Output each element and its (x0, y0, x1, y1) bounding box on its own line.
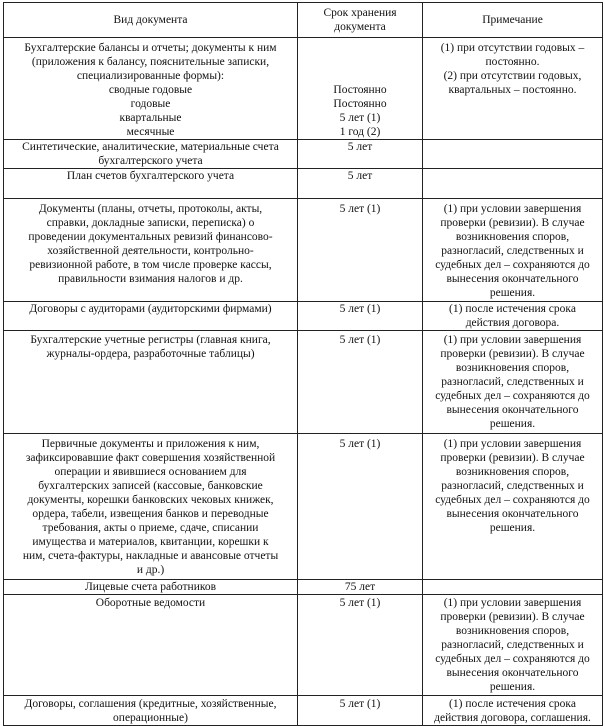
header-term-line: Срок хранения (323, 7, 397, 19)
note-text-line: (1) при условии завершения (443, 203, 582, 215)
doc-text-line: годовые (130, 98, 171, 110)
term-text-line: 5 лет (1) (339, 112, 381, 124)
term-text-line: 5 лет (1) (339, 597, 381, 609)
note-text-line: решения. (489, 681, 536, 693)
note-text-line: возникновения споров, (455, 362, 570, 374)
doc-type-cell (4, 434, 298, 580)
note-cell (423, 302, 603, 331)
note-text-line: постоянно. (485, 56, 540, 68)
note-text-line: решения. (489, 522, 536, 534)
term-text-line: Постоянно (333, 98, 387, 110)
note-cell (423, 38, 603, 140)
note-text-line: (2) при отсутствии годовых, (443, 70, 582, 82)
doc-text-line: (приложения к балансу, пояснительные записки, (31, 56, 270, 68)
note-text-line: разногласий, следственных и (441, 376, 584, 388)
note-text-line: (1) при условии завершения (443, 438, 582, 450)
doc-type-cell (4, 302, 298, 331)
note-cell (423, 169, 603, 199)
term-cell (298, 169, 423, 199)
term-cell (298, 595, 423, 696)
doc-type-cell (4, 140, 298, 169)
note-text-line: решения. (489, 287, 536, 299)
doc-text-line: бухгалтерских записей (кассовые, банковские (38, 480, 263, 492)
doc-text-line: бухгалтерского учета (98, 155, 203, 167)
note-text-line: (1) после истечения срока (449, 303, 576, 315)
doc-type-cell (4, 38, 298, 140)
table-row (4, 169, 603, 199)
term-text-line: 5 лет (1) (339, 698, 381, 710)
note-text-line: проверки (ревизии). В случае (440, 611, 585, 623)
note-cell (423, 580, 603, 595)
doc-text-line: проведении документальных ревизий финансово- (28, 231, 273, 243)
note-text-line: вынесения окончательного (446, 667, 579, 679)
note-cell (423, 696, 603, 726)
doc-text-line: имущества и материалов, квитанции, корешки к (32, 536, 269, 548)
note-text-line: действия договора, соглашения. (434, 712, 591, 724)
doc-text-line: и др.) (136, 564, 165, 576)
doc-text-line: План счетов бухгалтерского учета (66, 170, 235, 182)
note-text-line: судебных дел – сохраняются до (435, 494, 590, 506)
term-text-line: 5 лет (1) (339, 203, 381, 215)
note-cell (423, 199, 603, 302)
note-text-line: возникновения споров, (455, 231, 570, 243)
doc-text-line: ним, счета-фактуры, накладные и авансовые отчеты (22, 550, 279, 562)
term-cell (298, 38, 423, 140)
doc-text-line: ордера, табели, извещения банков и переводные (32, 508, 269, 520)
note-text-line: (1) при условии завершения (443, 597, 582, 609)
doc-type-cell (4, 331, 298, 434)
note-text-line: вынесения окончательного (446, 273, 579, 285)
term-cell (298, 696, 423, 726)
doc-text-line: месячные (126, 126, 175, 138)
header-term (298, 3, 423, 38)
doc-text-line: ревизионной работе, в том числе проверке кассы, (29, 259, 272, 271)
term-text-line: 1 год (2) (339, 126, 381, 138)
table-row (4, 434, 603, 580)
note-text-line: судебных дел – сохраняются до (435, 390, 590, 402)
doc-text-line: правильности взимания налогов и др. (58, 273, 243, 285)
doc-type-cell (4, 199, 298, 302)
note-text-line: решения. (489, 418, 536, 430)
term-text-line: Постоянно (333, 84, 387, 96)
doc-text-line: Оборотные ведомости (95, 597, 206, 609)
note-text-line: (1) при условии завершения (443, 334, 582, 346)
note-text-line: судебных дел – сохраняются до (435, 653, 590, 665)
document-retention-table (3, 2, 603, 726)
note-text-line: квартальных – постоянно. (448, 84, 577, 96)
note-text-line: разногласий, следственных и (441, 480, 584, 492)
doc-text-line: Синтетические, аналитические, материальные счета (22, 141, 279, 153)
doc-text-line: Первичные документы и приложения к ним, (41, 438, 260, 450)
table-row (4, 595, 603, 696)
term-cell (298, 199, 423, 302)
note-text-line: действия договора. (465, 317, 560, 329)
table-row (4, 331, 603, 434)
table-row (4, 199, 603, 302)
header-note-label: Примечание (482, 14, 543, 26)
doc-text-line: зафиксировавшие факт совершения хозяйственной (25, 452, 276, 464)
doc-text-line: операции и явившиеся основанием для (54, 466, 247, 478)
term-cell (298, 140, 423, 169)
note-cell (423, 595, 603, 696)
doc-text-line: журналы-ордера, разработочные таблицы) (46, 348, 255, 360)
header-row (4, 3, 603, 38)
doc-text-line: хозяйственной деятельности, контрольно- (47, 245, 254, 257)
doc-text-line: Лицевые счета работников (84, 581, 217, 593)
note-text-line: вынесения окончательного (446, 404, 579, 416)
doc-type-cell (4, 580, 298, 595)
note-text-line: возникновения споров, (455, 466, 570, 478)
doc-type-cell (4, 595, 298, 696)
term-cell (298, 580, 423, 595)
doc-text-line: специализированные формы): (76, 70, 225, 82)
doc-text-line: квартальные (119, 112, 182, 124)
doc-text-line: Договоры, соглашения (кредитные, хозяйственные, (24, 698, 277, 710)
note-text-line: судебных дел – сохраняются до (435, 259, 590, 271)
table-row (4, 696, 603, 726)
note-text-line: вынесения окончательного (446, 508, 579, 520)
doc-text-line: Бухгалтерские балансы и отчеты; документы к ним (24, 42, 277, 54)
term-cell (298, 434, 423, 580)
term-text-line: 5 лет (1) (339, 303, 381, 315)
note-text-line: разногласий, следственных и (441, 245, 584, 257)
header-term-line: документа (334, 21, 386, 33)
note-text-line: возникновения споров, (455, 625, 570, 637)
note-text-line: разногласий, следственных и (441, 639, 584, 651)
doc-text-line: Бухгалтерские учетные регистры (главная книга, (30, 334, 271, 346)
doc-text-line: Договоры с аудиторами (аудиторскими фирмами) (29, 303, 272, 315)
term-text-line: 5 лет (347, 141, 373, 153)
note-cell (423, 434, 603, 580)
table-row (4, 580, 603, 595)
term-text-line: 5 лет (1) (339, 438, 381, 450)
note-text-line: (1) после истечения срока (449, 698, 576, 710)
term-text-line: 75 лет (344, 581, 376, 593)
doc-text-line: операционные) (113, 712, 188, 724)
doc-type-cell (4, 696, 298, 726)
doc-type-cell (4, 169, 298, 199)
header-doc-type (4, 3, 298, 38)
doc-text-line: требования, акты о приеме, сдаче, списании (42, 522, 259, 534)
doc-text-line: Документы (планы, отчеты, протоколы, акты, (38, 203, 263, 215)
note-text-line: проверки (ревизии). В случае (440, 452, 585, 464)
note-cell (423, 140, 603, 169)
table-row (4, 302, 603, 331)
header-note (423, 3, 603, 38)
term-text-line: 5 лет (1) (339, 334, 381, 346)
doc-text-line: сводные годовые (108, 84, 193, 96)
note-text-line: проверки (ревизии). В случае (440, 348, 585, 360)
doc-text-line: справки, докладные записки, переписка) о (46, 217, 255, 229)
note-text-line: проверки (ревизии). В случае (440, 217, 585, 229)
term-cell (298, 302, 423, 331)
term-text-line: 5 лет (347, 170, 373, 182)
doc-text-line: документы, корешки банковских чековых книжек, (27, 494, 274, 506)
note-cell (423, 331, 603, 434)
header-doc-type-label: Вид документа (113, 14, 188, 26)
table-row (4, 140, 603, 169)
term-cell (298, 331, 423, 434)
table-row (4, 38, 603, 140)
note-text-line: (1) при отсутствии годовых – (440, 42, 585, 54)
